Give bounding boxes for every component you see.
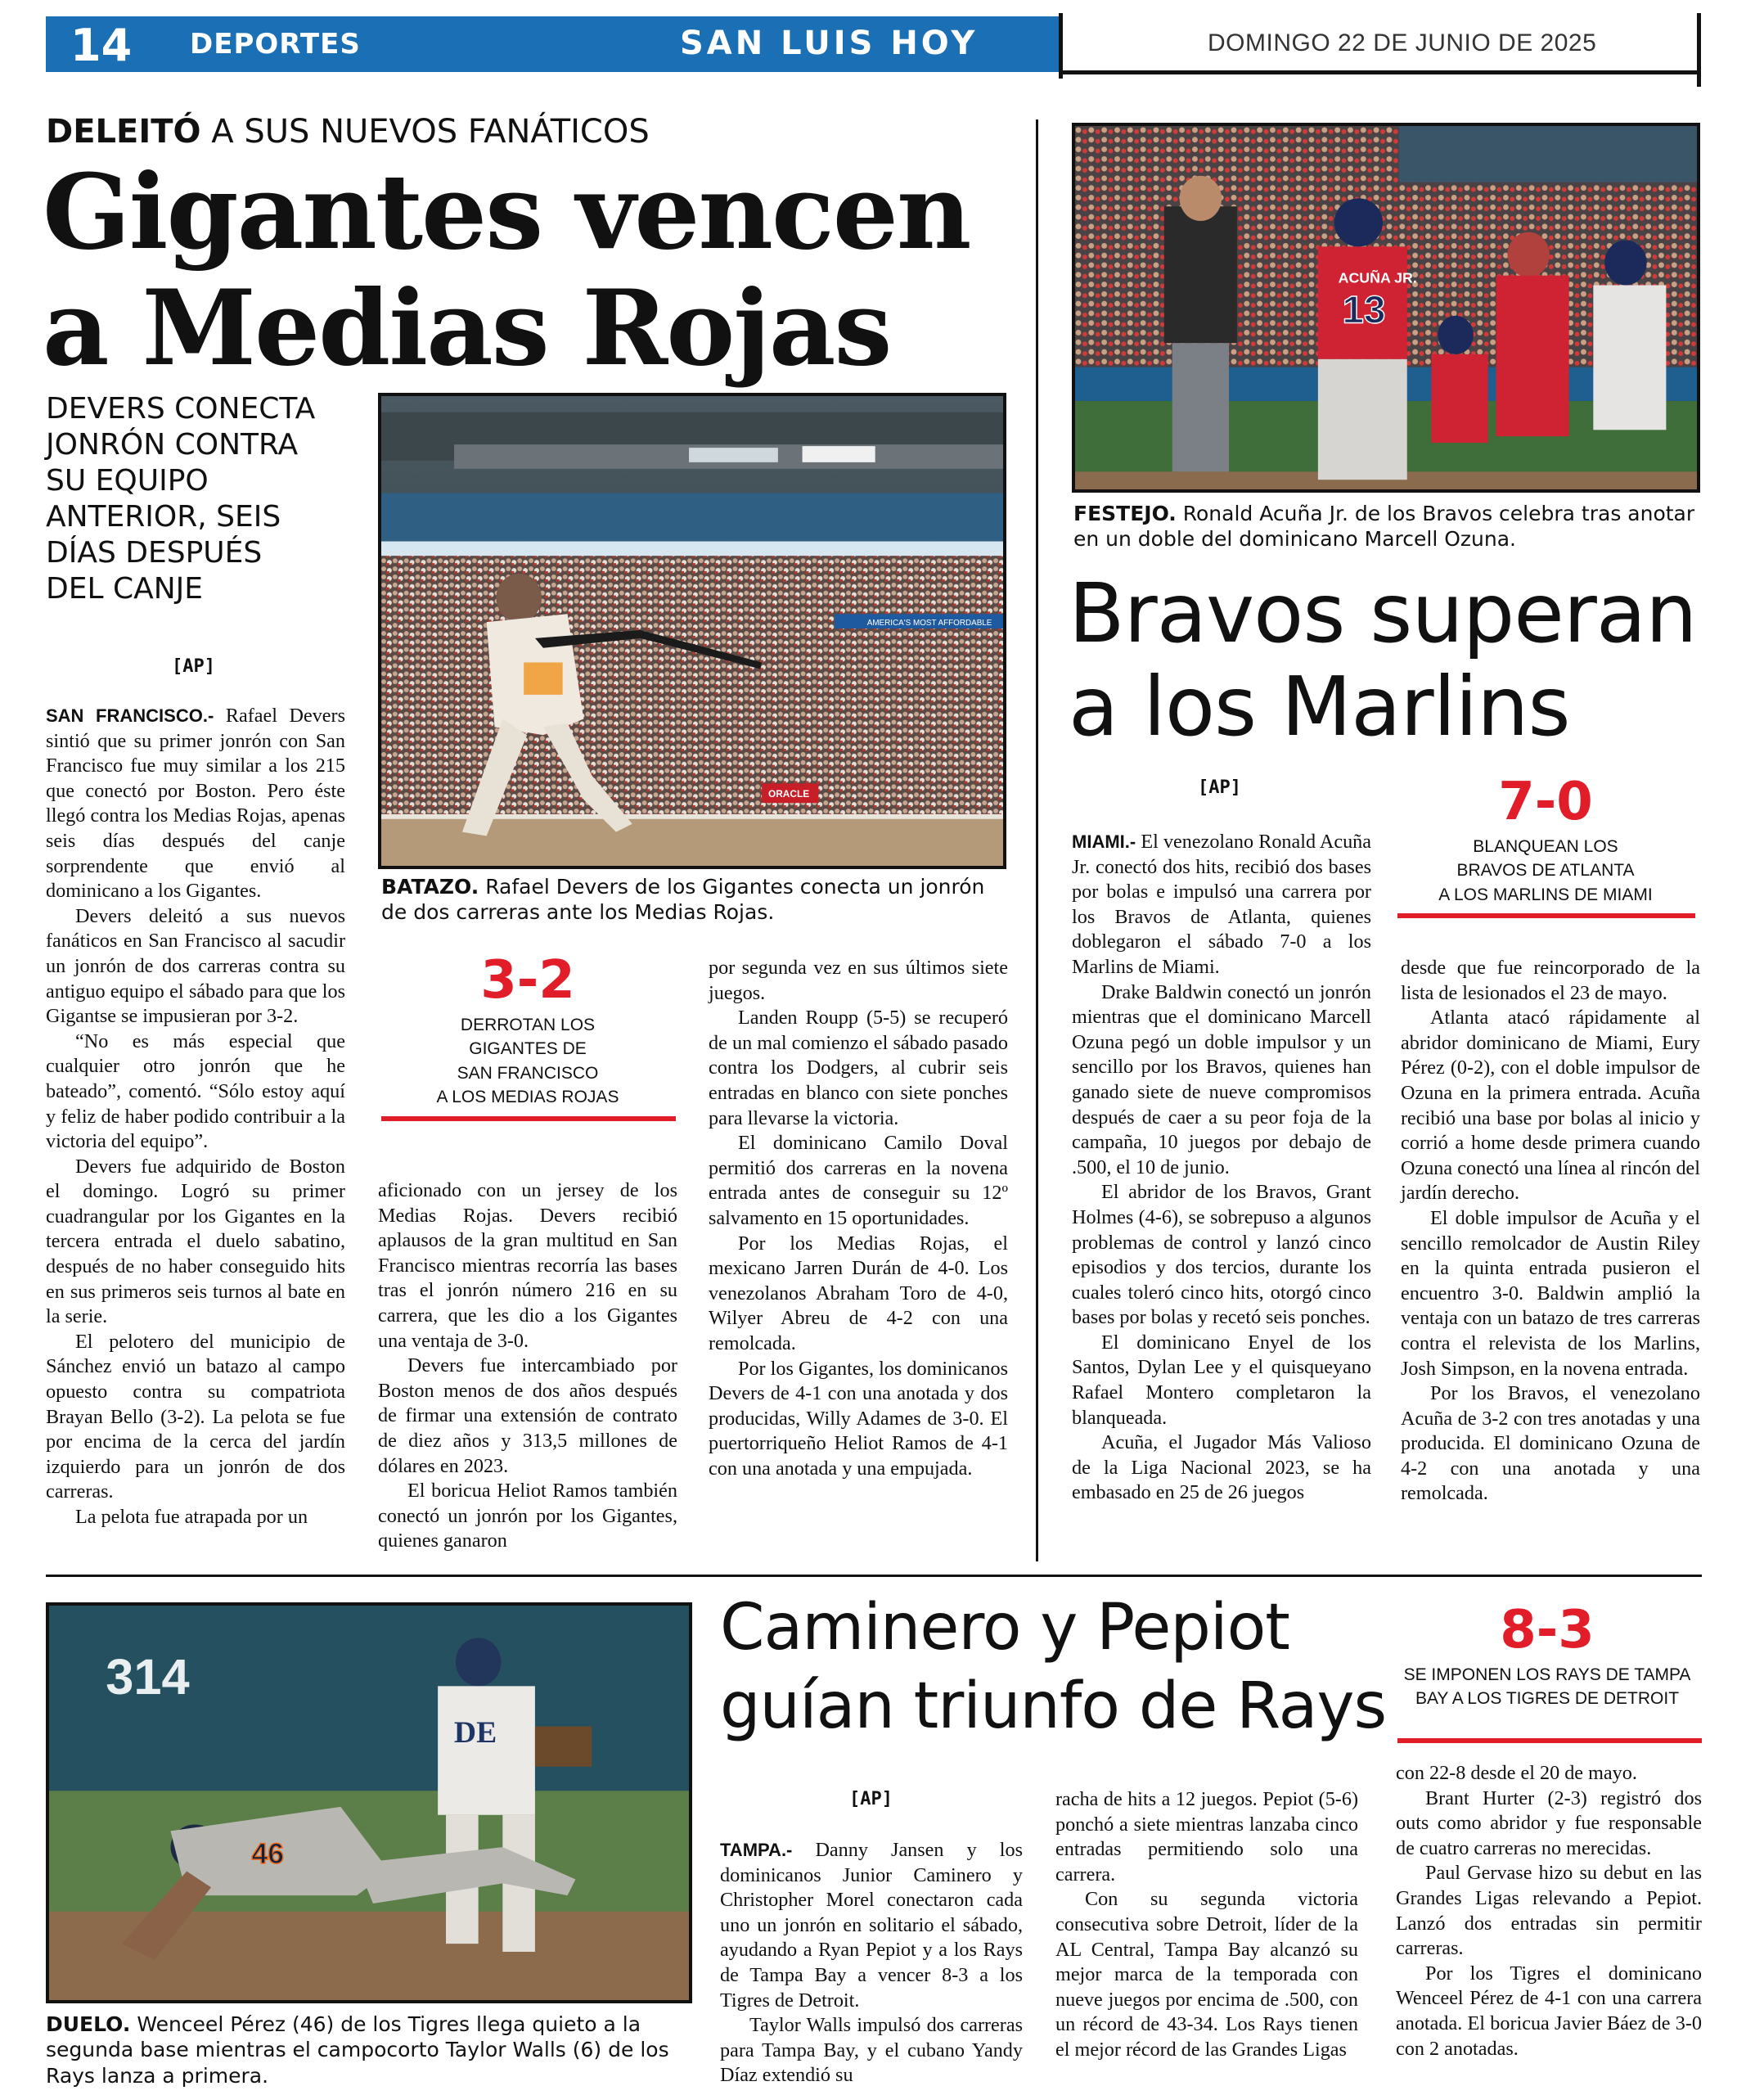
paragraph: El doble impulsor de Acuña y el sencillo remolcador de Austin Riley en la quinta entrada pusieron el encuentro 3-0. Baldwin amplió la ventaja con un batazo de tres carreras contra el relevista de los Marlins, Josh Simpson, en la novena entrada. [1401,1206,1700,1380]
paragraph: Acuña, el Jugador Más Valioso de la Liga Nacional 2023, se ha embasado en 25 de 26 juegos [1072,1431,1371,1504]
paragraph: racha de hits a 12 juegos. Pepiot (5-6) ponchó a siete mientras lanzaba cinco entradas permitiendo solo una carrera. [1055,1788,1358,1886]
story3-headline-line2: guían triunfo de Rays [720,1669,1387,1743]
score-line: BAY A LOS TIGRES DE DETROIT [1415,1689,1680,1709]
section-name: DEPORTES [190,28,361,61]
score-value: 8-3 [1500,1600,1595,1660]
dateline: TAMPA.- [720,1840,793,1860]
story3-column-2 [1055,1787,1358,2063]
paragraph: El dominicano Enyel de los Santos, Dylan Lee y el quisqueyano Rafael Montero completaron la blanqueada. [1072,1331,1371,1429]
score-value: 3-2 [480,950,575,1011]
paragraph: Brant Hurter (2-3) registró dos outs como abridor y fue responsable de cuatro carreras no merecidas. [1396,1786,1702,1859]
score-line: SE IMPONEN LOS RAYS DE TAMPA [1403,1665,1691,1684]
caption-label: DUELO. [46,2012,131,2036]
story3-column-3 [1396,1761,1702,2061]
paragraph: Devers fue intercambiado por Boston menos de dos años después de firmar una extensión de contrato de diez años y 313,5 millones de dólares en 2023. [378,1354,677,1477]
caption-label: FESTEJO. [1073,502,1177,525]
deck-line: SU EQUIPO [46,463,209,498]
runner-number: 46 [251,1836,285,1870]
page-header [46,16,1702,72]
story3-photo-duel [46,1602,692,2003]
paragraph: La pelota fue atrapada por un [75,1506,308,1528]
section-divider [46,1575,1702,1577]
score-line: A LOS MEDIAS ROJAS [436,1088,619,1107]
story2-score-box [1396,772,1695,907]
story1-kicker-bold: DELEITÓ [46,113,201,151]
story2-column-2 [1401,956,1700,1507]
paragraph: SAN FRANCISCO.- Rafael Devers sintió que su primer jonrón con San Francisco fue muy similar a los 215 que conectó por Boston. Pero éste llegó contra los Medias Rojas, apenas seis días después del canje sorprendente que envió al dominicano a los Gigantes. [46,705,345,903]
score-description [378,1013,677,1110]
story1-photo-devers [378,393,1006,869]
story3-score-rule [1397,1738,1702,1743]
caption-text: Rafael Devers de los Gigantes conecta un jonrón de dos carreras ante los Medias Rojas. [381,875,985,925]
caption-text: Ronald Acuña Jr. de los Bravos celebra tras anotar en un doble del dominicano Marcell Ozuna. [1073,502,1695,552]
story1-score-box [378,950,677,1110]
paragraph: aficionado con un jersey de los Medias Rojas. Devers recibió aplausos de la gran multitud en San Francisco mientras recorría las bases tras el jonrón número 216 en su carrera, que les dio a los Gigantes una ventaja de 3-0. [378,1179,677,1352]
score-line: GIGANTES DE [469,1039,587,1059]
paragraph: Taylor Walls impulsó dos carreras para Tampa Bay, y el cubano Yandy Díaz extendió su [720,2014,1023,2087]
story3-photo-caption [46,2012,700,2088]
story3-headline-line1: Caminero y Pepiot [720,1591,1289,1665]
paragraph: MIAMI.- El venezolano Ronald Acuña Jr. conectó dos hits, recibió dos bases por bolas e impulsó una carrera por los Bravos de Atlanta, quienes doblegaron el sábado 7-0 a los Marlins de Miami. [1072,831,1371,978]
story1-column-1 [46,704,345,1530]
svg-text:DE: DE [453,1716,497,1750]
wall-number: 314 [106,1649,190,1705]
dateline: SAN FRANCISCO.- [46,705,214,726]
story1-column-2 [378,1178,677,1554]
header-right-rule [1697,13,1701,87]
paragraph: Devers deleitó a sus nuevos fanáticos en San Francisco al sacudir un jonrón de dos carreras contra su antiguo equipo el sábado para que los Gigantse se impusieran por 3-2. [46,904,345,1028]
story1-deck [46,391,373,606]
story3-credit: [AP] [849,1789,893,1809]
caption-label: BATAZO. [381,875,479,899]
caption-text: Wenceel Pérez (46) de los Tigres llega quieto a la segunda base mientras el campocorto Taylor Walls (6) de los Rays lanza a primera. [46,2012,669,2088]
paragraph: Por los Tigres el dominicano Wenceel Pérez de 4-1 con una carrera anotada. El boricua Javier Báez de 3-0 con 2 anotadas. [1396,1962,1702,2060]
deck-line: DEL CANJE [46,571,204,606]
story1-credit: [AP] [172,656,215,677]
paragraph: Atlanta atacó rápidamente al abridor dominicano de Miami, Eury Pérez (0-2), con el doble impulsor de Ozuna en la primera entrada. Acuña recibió una base por bolas al inicio y corrió a home desde primera cuando Ozuna conectó una línea al rincón del jardín derecho. [1401,1007,1700,1205]
story2-column-1 [1072,830,1371,1506]
paragraph: por segunda vez en sus últimos siete juegos. [709,957,1008,1004]
paragraph: TAMPA.- Danny Jansen y los dominicanos Junior Caminero y Christopher Morel conectaron cada uno un jonrón en solitario el sábado, ayudando a Ryan Pepiot y a los Rays de Tampa Bay a vencer 8-3 a los Tigres de Detroit. [720,1839,1023,2012]
story3-score-box [1388,1600,1707,1711]
header-underline [1063,70,1701,74]
header-divider [1059,13,1063,79]
jersey-number: 13 [1342,288,1386,332]
deck-line: DÍAS DESPUÉS [46,535,263,570]
paragraph: El dominicano Camilo Doval permitió dos carreras en la novena entrada antes de conseguir su 12º salvamento en 15 oportunidades. [709,1132,1008,1229]
paragraph: Landen Roupp (5-5) se recuperó de un mal comienzo el sábado pasado contra los Dodgers, al cubrir seis entradas en blanco con siete ponches para llevarse la victoria. [709,1007,1008,1129]
score-line: SAN FRANCISCO [457,1063,599,1083]
story1-column-3 [709,956,1008,1481]
paragraph: El boricua Heliot Ramos también conectó un jonrón por los Gigantes, quienes ganaron [378,1480,677,1552]
story2-credit: [AP] [1198,777,1241,798]
stadium-sign: AMERICA'S MOST AFFORDABLE [866,619,992,628]
score-description [1396,835,1695,907]
story2-score-rule [1397,913,1695,918]
paragraph: Drake Baldwin conectó un jonrón mientras que el dominicano Marcell Ozuna pegó un doble impulsor y un sencillo por los Bravos, quienes han ganado siete de nueve compromisos después de caer a su peor foja de la campaña, 10 juegos por debajo de .500, el 10 de junio. [1072,980,1371,1178]
paragraph: Por los Gigantes, los dominicanos Devers de 4-1 con una anotada y dos producidas, Willy Adames de 3-0. El puertorriqueño Heliot Ramos de 4-1 con una anotada y una empujada. [709,1357,1008,1480]
score-line: A LOS MARLINS DE MIAMI [1438,885,1653,904]
page-number: 14 [70,20,133,71]
story2-photo-acuna [1072,123,1700,493]
score-line: BLANQUEAN LOS [1473,837,1618,856]
score-line: BRAVOS DE ATLANTA [1456,861,1635,881]
paragraph: Por los Bravos, el venezolano Acuña de 3-2 con tres anotadas y una producida. El dominicano Ozuna de 4-2 con una anotada y una remolcada. [1401,1382,1700,1505]
paragraph: Por los Medias Rojas, el mexicano Jarren Durán de 4-0. Los venezolanos Abraham Toro de 4-0, Wilyer Abreu de 4-2 con una remolcada. [709,1232,1008,1354]
story1-score-rule [381,1116,676,1121]
oracle-sign: ORACLE [768,788,810,800]
story2-headline-line2: a los Marlins [1069,659,1570,755]
score-description [1388,1663,1707,1711]
story1-headline-line1: Gigantes vencen [43,151,970,273]
deck-line: DEVERS CONECTA [46,392,316,426]
newspaper-name: SAN LUIS HOY [680,25,979,62]
story1-kicker-rest: A SUS NUEVOS FANÁTICOS [211,113,650,151]
paragraph: con 22-8 desde el 20 de mayo. [1396,1762,1637,1784]
story1-headline-line2: a Medias Rojas [43,268,891,389]
story1-kicker [46,113,650,151]
deck-line: ANTERIOR, SEIS [46,499,281,534]
score-value: 7-0 [1498,772,1593,832]
story2-headline-line1: Bravos superan [1069,565,1697,661]
jersey-name: ACUÑA JR. [1338,269,1417,286]
paragraph: “No es más especial que cualquier otro jonrón que he bateado”, comentó. “Sólo estoy aquí y feliz de haber podido contribuir a la victoria del equipo”. [46,1029,345,1153]
paragraph: El pelotero del municipio de Sánchez envió un batazo al campo opuesto contra su compatriota Brayan Bello (3-2). La pelota se fue por encima de la cerca del jardín izquierdo para un jonrón de dos carreras. [46,1330,345,1503]
score-line: DERROTAN LOS [460,1016,596,1034]
column-divider [1036,119,1038,1561]
paragraph: Con su segunda victoria consecutiva sobre Detroit, líder de la AL Central, Tampa Bay alcanzó su mejor marca de la temporada con nueve juegos por encima de .500, con un récord de 43-34. Los Rays tienen el mejor récord de las Grandes Ligas [1055,1888,1358,2061]
deck-line: JONRÓN CONTRA [46,427,299,462]
paragraph: Devers fue adquirido de Boston el domingo. Logró su primer cuadrangular por los Gigantes en la tercera entrada el duelo sabatino, después de no haber conseguido hits en sus primeros seis turnos al bate en la serie. [46,1155,345,1328]
paragraph: desde que fue reincorporado de la lista de lesionados el 23 de mayo. [1401,957,1700,1004]
paragraph: El abridor de los Bravos, Grant Holmes (4-6), se sobrepuso a algunos problemas de control y lanzó cinco episodios y dos tercios, durante los cuales toleró cinco hits, otorgó cinco bases por bolas y recetó seis ponches. [1072,1181,1371,1329]
dateline: MIAMI.- [1072,831,1136,852]
issue-date: DOMINGO 22 DE JUNIO DE 2025 [1208,29,1597,56]
story2-photo-caption [1073,501,1712,552]
story1-photo-caption [381,874,1011,926]
story3-column-1 [720,1838,1023,2088]
paragraph: Paul Gervase hizo su debut en las Grandes Ligas relevando a Pepiot. Lanzó dos entradas sin permitir carreras. [1396,1862,1702,1960]
